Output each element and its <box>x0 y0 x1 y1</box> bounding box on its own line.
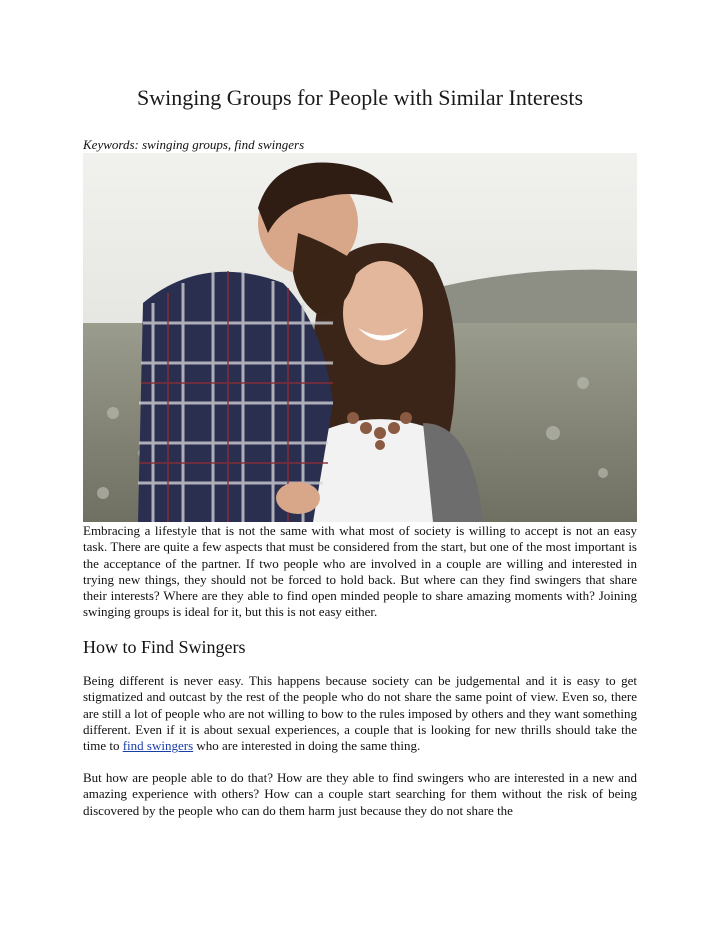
intro-paragraph: Embracing a lifestyle that is not the same with what most of society is willing to accept is not an easy task. There are quite a few aspects that must be considered from the start, but one of the most important is the acceptance of the partner. If two people who are involved in a couple are willing and interested in trying new things, they should not be forced to hold back. But where can they find swingers that share their interests? Where are they able to find open minded people to share amazing moments with? Joining swinging groups is ideal for it, but this is not easy either. <box>83 523 637 620</box>
section-heading: How to Find Swingers <box>83 637 246 657</box>
paragraph-text-after-link: who are interested in doing the same thing. <box>193 738 421 754</box>
paragraph-questions: But how are people able to do that? How are they able to find swingers who are interested in a new and amazing experience with others? How can a couple start searching for them without the risk of being discovered by the people who can do them harm just because they do not share the <box>83 770 637 818</box>
document-title: Swinging Groups for People with Similar Interests <box>136 85 584 110</box>
paragraph-how-to-find <box>83 673 637 754</box>
couple-photo-illustration <box>83 153 637 522</box>
keywords-line: Keywords: swinging groups, find swingers <box>83 137 305 152</box>
find-swingers-link[interactable]: find swingers <box>122 738 194 754</box>
couple-photo <box>83 153 637 522</box>
paragraph-text-before-link: Being different is never easy. This happens because society can be judgemental and it is easy to get stigmatized and outcast by the rest of the people who do not share the same point of view. Even so, there are still a lot of people who are not willing to bow to the rules imposed by others and they want something different. Even if it is about sexual experiences, a couple that is looking for new thrills should take the time to <box>83 673 637 754</box>
